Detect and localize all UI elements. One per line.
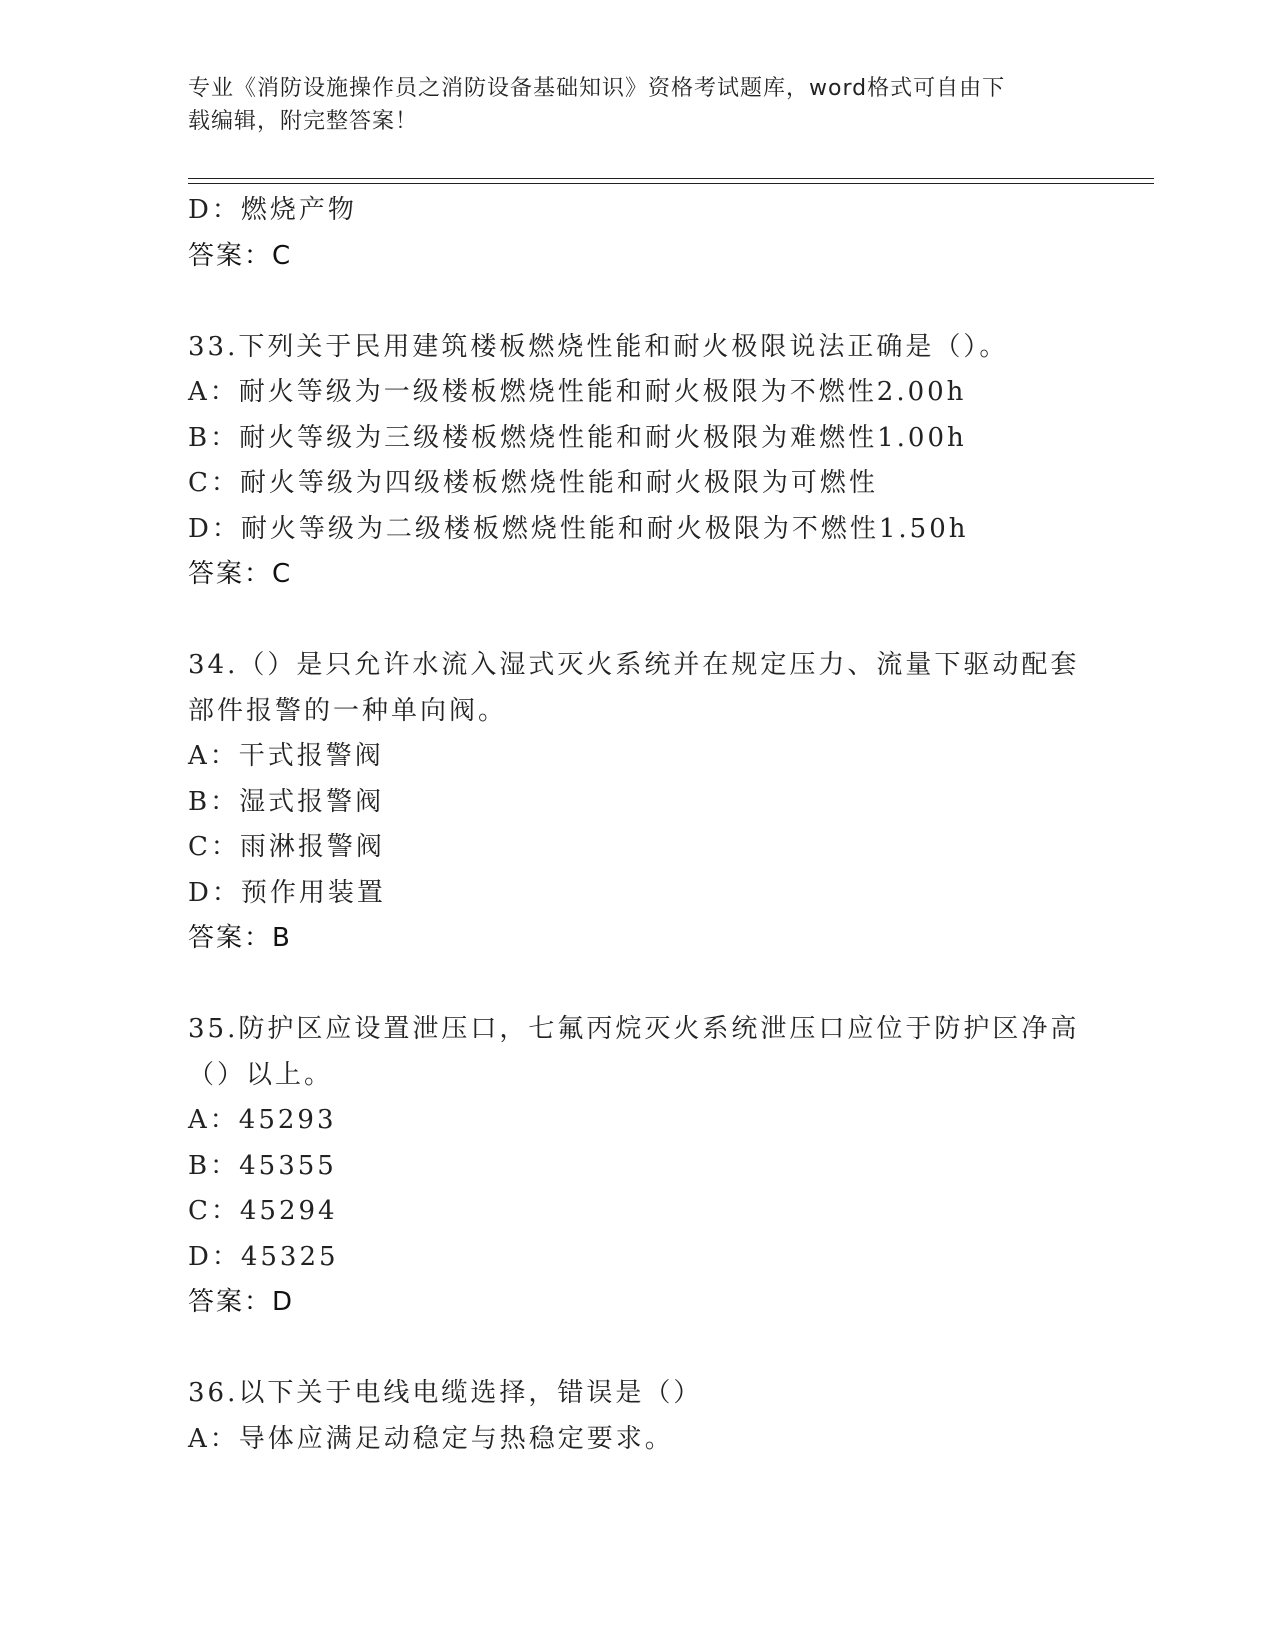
question-stem: 33.下列关于民用建筑楼板燃烧性能和耐火极限说法正确是（）。 [188, 331, 1009, 362]
option-line: B：湿式报警阀 [188, 786, 385, 817]
answer-line: 答案：B [188, 923, 292, 953]
header-line-1: 专业《消防设施操作员之消防设备基础知识》资格考试题库，word格式可自由下 [188, 76, 1006, 101]
option-line: B：45355 [188, 1150, 337, 1181]
question-stem-continued: 部件报警的一种单向阀。 [188, 695, 508, 726]
question-block-35 [188, 1007, 1088, 1326]
option-line: D：耐火等级为二级楼板燃烧性能和耐火极限为不燃性1.50h [188, 513, 969, 544]
option-line: C：雨淋报警阀 [188, 832, 385, 862]
answer-line: 答案：C [188, 240, 293, 271]
option-line: D：预作用装置 [188, 877, 386, 908]
option-line: D：45325 [188, 1241, 339, 1272]
header-line-2: 载编辑，附完整答案！ [188, 109, 419, 134]
option-line: C：45294 [188, 1196, 338, 1226]
spacer [188, 279, 1088, 325]
header-divider-top [188, 178, 1154, 179]
spacer [188, 962, 1088, 1008]
question-block-36 [188, 1371, 1088, 1462]
question-stem-continued: （）以上。 [188, 1059, 334, 1090]
spacer [188, 598, 1088, 644]
question-stem: 35.防护区应设置泄压口，七氟丙烷灭火系统泄压口应位于防护区净高 [188, 1014, 1080, 1044]
option-line: B：耐火等级为三级楼板燃烧性能和耐火极限为难燃性1.00h [188, 422, 967, 453]
spacer [188, 1326, 1088, 1372]
question-block-34 [188, 643, 1088, 962]
answer-line: 答案：C [188, 559, 293, 589]
question-list [188, 188, 1088, 1462]
answer-line: 答案：D [188, 1287, 295, 1317]
header-divider-bottom [188, 183, 1154, 184]
question-block-32 [188, 188, 1088, 279]
option-line: D：燃烧产物 [188, 195, 357, 225]
question-stem: 34.（）是只允许水流入湿式灭火系统并在规定压力、流量下驱动配套 [188, 650, 1080, 680]
option-line: A：干式报警阀 [188, 741, 384, 771]
question-block-33 [188, 325, 1088, 598]
option-line: A：导体应满足动稳定与热稳定要求。 [188, 1423, 674, 1454]
option-line: A：耐火等级为一级楼板燃烧性能和耐火极限为不燃性2.00h [188, 377, 967, 407]
document-header [188, 72, 1068, 138]
option-line: C：耐火等级为四级楼板燃烧性能和耐火极限为可燃性 [188, 468, 878, 498]
option-line: A：45293 [188, 1105, 337, 1135]
question-stem: 36.以下关于电线电缆选择，错误是（） [188, 1378, 703, 1408]
